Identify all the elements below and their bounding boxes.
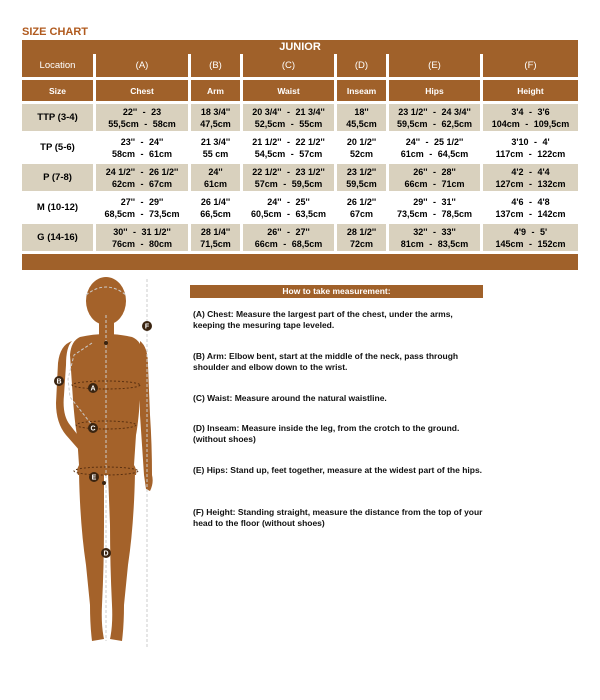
table-row — [22, 194, 578, 224]
header-row-size — [22, 80, 578, 104]
range-dash: - — [290, 118, 294, 129]
range-dash: - — [529, 166, 532, 177]
size-cell: TP (5-6) — [22, 134, 96, 164]
range-dash: - — [140, 136, 144, 147]
range-dash: - — [529, 238, 532, 249]
waist-min: 22 1/2'' — [252, 166, 282, 177]
chest-min: 76cm — [111, 238, 135, 249]
header-chest: Chest — [96, 80, 191, 104]
chest-min: 24 1/2'' — [105, 166, 135, 177]
hips-min: 23 1/2'' — [398, 106, 428, 117]
hips-max: 83,5cm — [437, 238, 469, 249]
hips-cell — [389, 194, 483, 224]
chest-cell — [96, 134, 191, 164]
range-dash: - — [287, 136, 290, 147]
marker-d-label: D — [103, 550, 109, 558]
chest-range — [96, 226, 188, 238]
height-min: 4'6 — [511, 196, 524, 207]
inseam-inches: 18'' — [354, 106, 369, 117]
page-title: SIZE CHART — [22, 26, 88, 38]
hips-max: 28'' — [441, 166, 456, 177]
waist-min: 24'' — [267, 196, 282, 207]
range-dash: - — [283, 238, 287, 249]
range-dash: - — [140, 166, 144, 177]
marker-a-label: A — [90, 385, 96, 393]
waist-cell — [243, 194, 337, 224]
hips-range — [389, 148, 480, 160]
waist-range — [243, 118, 334, 130]
waist-range — [243, 196, 334, 208]
chest-range — [96, 178, 188, 190]
range-dash: - — [290, 148, 294, 159]
range-dash: - — [140, 148, 144, 159]
size-table — [22, 54, 578, 254]
hips-max: 78,5cm — [441, 208, 473, 219]
range-dash: - — [144, 118, 148, 129]
inseam-cell — [337, 104, 389, 134]
table-row — [22, 134, 578, 164]
chest-min: 22'' — [122, 106, 138, 117]
chest-range — [96, 106, 188, 118]
height-cell — [483, 224, 578, 254]
header-height: Height — [483, 80, 578, 104]
size-cell: G (14-16) — [22, 224, 96, 254]
chest-range — [96, 148, 188, 160]
range-dash: - — [433, 208, 436, 219]
chest-max: 29'' — [149, 196, 164, 207]
range-dash: - — [529, 208, 532, 219]
header-f: (F) — [483, 54, 578, 80]
chest-range — [96, 118, 188, 130]
waist-min: 54,5cm — [254, 148, 286, 159]
hips-range — [389, 178, 480, 190]
range-dash: - — [429, 148, 433, 159]
body-figure — [22, 275, 177, 655]
instruction-inseam: (D) Inseam: Measure inside the leg, from the crotch to the ground. (without shoes) — [193, 423, 460, 444]
height-range — [483, 166, 578, 178]
arm-inches: 26 1/4'' — [200, 196, 231, 207]
hips-cell — [389, 224, 483, 254]
height-range — [483, 196, 578, 208]
waist-min: 26'' — [267, 226, 282, 237]
howto-title: How to take measurement: — [190, 285, 483, 298]
hips-range — [389, 166, 480, 178]
inseam-inches: 28 1/2'' — [346, 226, 377, 237]
height-min: 3'10 — [511, 136, 529, 147]
range-dash: - — [525, 118, 529, 129]
chest-min: 30'' — [113, 226, 128, 237]
header-row-location — [22, 54, 578, 80]
inseam-cm: 59,5cm — [346, 178, 377, 189]
hips-min: 81cm — [400, 238, 424, 249]
hips-max: 24 3/4'' — [441, 106, 471, 117]
hips-range — [389, 118, 480, 130]
header-hips: Hips — [389, 80, 483, 104]
height-range — [483, 238, 578, 250]
hips-range — [389, 238, 480, 250]
hips-max: 64,5cm — [437, 148, 469, 159]
hips-range — [389, 106, 480, 118]
waist-max: 63,5cm — [295, 208, 327, 219]
range-dash: - — [287, 106, 290, 117]
range-dash: - — [429, 238, 433, 249]
height-min: 104cm — [491, 118, 520, 129]
range-dash: - — [433, 106, 436, 117]
hips-max: 25 1/2'' — [433, 136, 464, 147]
hips-cell — [389, 164, 483, 194]
arm-cm: 55 cm — [202, 148, 229, 159]
chest-max: 61cm — [149, 148, 173, 159]
chest-max: 80cm — [149, 238, 173, 249]
chest-max: 58cm — [152, 118, 176, 129]
hips-min: 73,5cm — [396, 208, 428, 219]
size-chart — [22, 40, 578, 270]
height-max: 152cm — [537, 238, 566, 249]
waist-max: 68,5cm — [291, 238, 323, 249]
range-dash: - — [287, 226, 290, 237]
range-dash: - — [287, 208, 290, 219]
waist-max: 55cm — [299, 118, 323, 129]
hips-min: 66cm — [404, 178, 428, 189]
arm-inches: 21 3/4'' — [200, 136, 231, 147]
range-dash: - — [433, 178, 436, 189]
height-min: 4'2 — [511, 166, 524, 177]
chest-range — [96, 136, 188, 148]
chest-min: 62cm — [111, 178, 135, 189]
range-dash: - — [433, 166, 436, 177]
height-max: 122cm — [537, 148, 566, 159]
instruction-waist: (C) Waist: Measure around the natural waistline. — [193, 393, 387, 403]
waist-range — [243, 238, 334, 250]
marker-b-label: B — [56, 378, 62, 386]
range-dash: - — [534, 136, 537, 147]
instruction-arm: (B) Arm: Elbow bent, start at the middle of the neck, pass through shoulder and elbow down to the wrist. — [193, 351, 459, 372]
chart-banner: JUNIOR — [279, 41, 321, 53]
waist-min: 21 1/2'' — [252, 136, 282, 147]
hips-min: 24'' — [405, 136, 420, 147]
waist-min: 57cm — [254, 178, 278, 189]
inseam-cell — [337, 224, 389, 254]
inseam-cell — [337, 164, 389, 194]
hips-range — [389, 208, 480, 220]
range-dash: - — [433, 226, 436, 237]
height-max: 4'4 — [537, 166, 550, 177]
chest-cell — [96, 104, 191, 134]
chest-range — [96, 238, 188, 250]
range-dash: - — [140, 208, 144, 219]
header-e: (E) — [389, 54, 483, 80]
range-dash: - — [529, 196, 532, 207]
hips-max: 71cm — [441, 178, 465, 189]
height-range — [483, 148, 578, 160]
inseam-cm: 45,5cm — [346, 118, 377, 129]
waist-range — [243, 226, 334, 238]
chest-min: 23'' — [120, 136, 135, 147]
hips-max: 31'' — [441, 196, 456, 207]
header-inseam: Inseam — [337, 80, 389, 104]
arm-cm: 61cm — [203, 178, 228, 189]
chest-min: 55,5cm — [108, 118, 139, 129]
range-dash: - — [528, 148, 532, 159]
arm-inches: 24'' — [208, 166, 223, 177]
arm-inches: 18 3/4'' — [200, 106, 231, 117]
range-dash: - — [132, 226, 136, 237]
range-dash: - — [140, 196, 144, 207]
height-max: 4'8 — [537, 196, 550, 207]
chest-cell — [96, 164, 191, 194]
height-max: 4' — [542, 136, 550, 147]
chest-range — [96, 208, 188, 220]
waist-max: 59,5cm — [291, 178, 323, 189]
arm-cm: 71,5cm — [200, 238, 231, 249]
header-a: (A) — [96, 54, 191, 80]
waist-min: 20 3/4'' — [252, 106, 282, 117]
waist-cell — [243, 224, 337, 254]
range-dash: - — [287, 196, 290, 207]
height-min: 3'4 — [511, 106, 524, 117]
height-range — [483, 118, 578, 130]
height-cell — [483, 164, 578, 194]
waist-range — [243, 136, 334, 148]
size-cell: TTP (3-4) — [22, 104, 96, 134]
waist-max: 21 3/4'' — [295, 106, 325, 117]
chest-cell — [96, 224, 191, 254]
range-dash: - — [425, 136, 429, 147]
range-dash: - — [142, 106, 146, 117]
instruction-hips: (E) Hips: Stand up, feet together, measure at the widest part of the hips. — [193, 465, 483, 475]
waist-min: 60,5cm — [250, 208, 282, 219]
waist-cell — [243, 134, 337, 164]
waist-range — [243, 106, 334, 118]
chest-range — [96, 196, 188, 208]
header-c: (C) — [243, 54, 337, 80]
inseam-cm: 72cm — [349, 238, 374, 249]
height-cell — [483, 134, 578, 164]
header-waist: Waist — [243, 80, 337, 104]
marker-f-label: F — [144, 323, 150, 331]
chest-range — [96, 166, 188, 178]
height-min: 4'9 — [513, 226, 526, 237]
waist-min: 66cm — [254, 238, 278, 249]
header-b: (B) — [191, 54, 243, 80]
hips-min: 32'' — [413, 226, 428, 237]
range-dash: - — [283, 178, 287, 189]
arm-cell — [191, 164, 243, 194]
chest-min: 68,5cm — [104, 208, 135, 219]
waist-range — [243, 148, 334, 160]
height-max: 109,5cm — [533, 118, 570, 129]
waist-min: 52,5cm — [254, 118, 286, 129]
height-min: 137cm — [495, 208, 524, 219]
inseam-inches: 26 1/2'' — [346, 196, 377, 207]
hips-range — [389, 226, 480, 238]
size-cell: M (10-12) — [22, 194, 96, 224]
height-cell — [483, 194, 578, 224]
height-max: 5' — [540, 226, 548, 237]
range-dash: - — [529, 178, 532, 189]
height-max: 3'6 — [537, 106, 550, 117]
waist-range — [243, 208, 334, 220]
arm-cell — [191, 194, 243, 224]
height-range — [483, 136, 578, 148]
instruction-chest: (A) Chest: Measure the largest part of the chest, under the arms, keeping the mesuring tape leveled. — [193, 309, 453, 330]
header-location: Location — [22, 54, 96, 80]
hips-range — [389, 136, 480, 148]
waist-max: 22 1/2'' — [295, 136, 325, 147]
marker-c-label: C — [90, 425, 96, 433]
body-figure-illustration — [22, 275, 177, 655]
height-min: 127cm — [495, 178, 524, 189]
instruction-height: (F) Height: Standing straight, measure the distance from the top of your head to the floor (without shoes) — [193, 507, 483, 528]
range-dash: - — [531, 226, 535, 237]
table-row — [22, 164, 578, 194]
hips-max: 33'' — [441, 226, 456, 237]
waist-max: 27'' — [295, 226, 310, 237]
header-size: Size — [22, 80, 96, 104]
chest-cell — [96, 194, 191, 224]
header-d: (D) — [337, 54, 389, 80]
arm-cm: 66,5cm — [200, 208, 231, 219]
arm-cell — [191, 224, 243, 254]
chest-max: 23 — [151, 106, 162, 117]
chest-max: 26 1/2'' — [149, 166, 179, 177]
waist-max: 23 1/2'' — [295, 166, 325, 177]
height-range — [483, 106, 578, 118]
range-dash: - — [529, 106, 532, 117]
height-range — [483, 178, 578, 190]
range-dash: - — [433, 196, 436, 207]
height-range — [483, 208, 578, 220]
chest-min: 27'' — [120, 196, 135, 207]
waist-max: 57cm — [299, 148, 323, 159]
arm-cm: 47,5cm — [200, 118, 231, 129]
waist-range — [243, 178, 334, 190]
height-min: 145cm — [495, 238, 524, 249]
height-max: 142cm — [537, 208, 566, 219]
inseam-cell — [337, 194, 389, 224]
height-cell — [483, 104, 578, 134]
chest-min: 58cm — [111, 148, 135, 159]
height-max: 132cm — [537, 178, 566, 189]
hips-cell — [389, 104, 483, 134]
waist-max: 25'' — [295, 196, 310, 207]
range-dash: - — [140, 238, 144, 249]
inseam-cm: 52cm — [349, 148, 374, 159]
height-range — [483, 226, 578, 238]
arm-cell — [191, 104, 243, 134]
hips-max: 62,5cm — [441, 118, 473, 129]
chest-max: 24'' — [149, 136, 164, 147]
hips-min: 29'' — [413, 196, 428, 207]
marker-e-label: E — [91, 474, 97, 482]
arm-cell — [191, 134, 243, 164]
hips-min: 59,5cm — [396, 118, 428, 129]
waist-range — [243, 166, 334, 178]
range-dash: - — [433, 118, 436, 129]
table-row — [22, 104, 578, 134]
hips-range — [389, 196, 480, 208]
waist-cell — [243, 164, 337, 194]
chest-max: 31 1/2'' — [141, 226, 171, 237]
chest-max: 73,5cm — [149, 208, 180, 219]
table-row — [22, 224, 578, 254]
header-arm: Arm — [191, 80, 243, 104]
height-min: 117cm — [495, 148, 524, 159]
hips-min: 26'' — [413, 166, 428, 177]
waist-cell — [243, 104, 337, 134]
inseam-inches: 23 1/2'' — [346, 166, 377, 177]
size-cell: P (7-8) — [22, 164, 96, 194]
inseam-cm: 67cm — [349, 208, 374, 219]
inseam-cell — [337, 134, 389, 164]
arm-inches: 28 1/4'' — [200, 226, 231, 237]
chest-max: 67cm — [149, 178, 173, 189]
inseam-inches: 20 1/2'' — [346, 136, 377, 147]
hips-cell — [389, 134, 483, 164]
range-dash: - — [140, 178, 144, 189]
hips-min: 61cm — [400, 148, 424, 159]
range-dash: - — [287, 166, 290, 177]
